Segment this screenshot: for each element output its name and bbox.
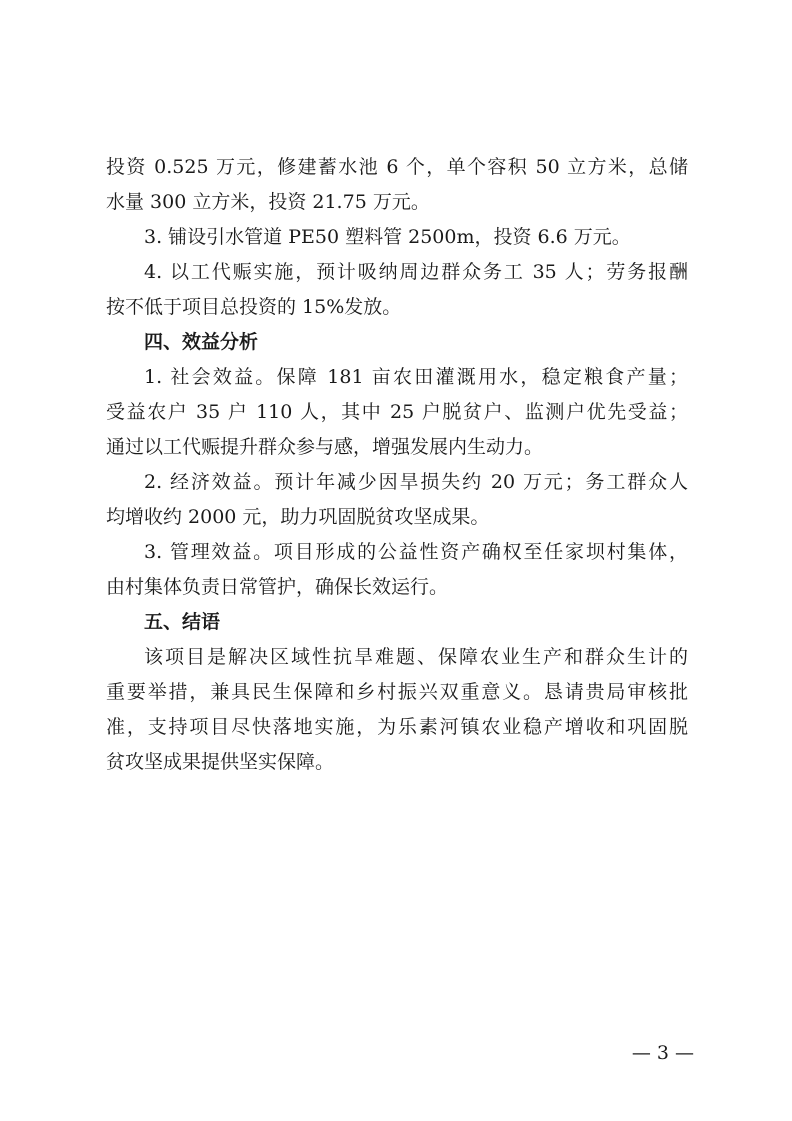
paragraph-item-3-pipeline <box>106 220 688 255</box>
paragraph-social-benefit <box>106 360 688 465</box>
section-heading-conclusion: 五、结语 <box>144 611 221 633</box>
text-line: 通过以工代赈提升群众参与感，增强发展内生动力。 <box>106 436 544 458</box>
text-line: 受益农户 35 户 110 人，其中 25 户脱贫户、监测户优先受益； <box>106 401 688 423</box>
text-line: 贫攻坚成果提供坚实保障。 <box>106 751 335 773</box>
text-line: 投资 0.525 万元，修建蓄水池 6 个，单个容积 50 立方米，总储 <box>106 156 688 178</box>
text-line: 重要举措，兼具民生保障和乡村振兴双重意义。恳请贵局审核批 <box>106 681 688 703</box>
text-line: 1. 社会效益。保障 181 亩农田灌溉用水，稳定粮食产量； <box>144 366 688 388</box>
paragraph-conclusion <box>106 640 688 780</box>
text-line: 准，支持项目尽快落地实施，为乐素河镇农业稳产增收和巩固脱 <box>106 716 688 738</box>
paragraph-economic-benefit <box>106 465 688 535</box>
text-line: 3. 管理效益。项目形成的公益性资产确权至任家坝村集体， <box>144 541 688 563</box>
paragraph-investment-continued <box>106 150 688 220</box>
text-line: 3. 铺设引水管道 PE50 塑料管 2500m，投资 6.6 万元。 <box>144 226 631 248</box>
text-line: 2. 经济效益。预计年减少因旱损失约 20 万元；务工群众人 <box>144 471 688 493</box>
text-line: 由村集体负责日常管护，确保长效运行。 <box>106 576 449 598</box>
text-line: 水量 300 立方米，投资 21.75 万元。 <box>106 191 430 213</box>
text-line: 该项目是解决区域性抗旱难题、保障农业生产和群众生计的 <box>144 646 688 668</box>
text-line: 均增收约 2000 元，助力巩固脱贫攻坚成果。 <box>106 506 490 528</box>
text-line: 4. 以工代赈实施，预计吸纳周边群众务工 35 人；劳务报酬 <box>144 261 688 283</box>
section-heading-benefit-analysis: 四、效益分析 <box>144 331 259 353</box>
page-number: — 3 — <box>631 1042 694 1064</box>
document-body <box>106 150 688 780</box>
text-line: 按不低于项目总投资的 15%发放。 <box>106 296 402 318</box>
paragraph-item-4-work-relief <box>106 255 688 325</box>
paragraph-management-benefit <box>106 535 688 605</box>
